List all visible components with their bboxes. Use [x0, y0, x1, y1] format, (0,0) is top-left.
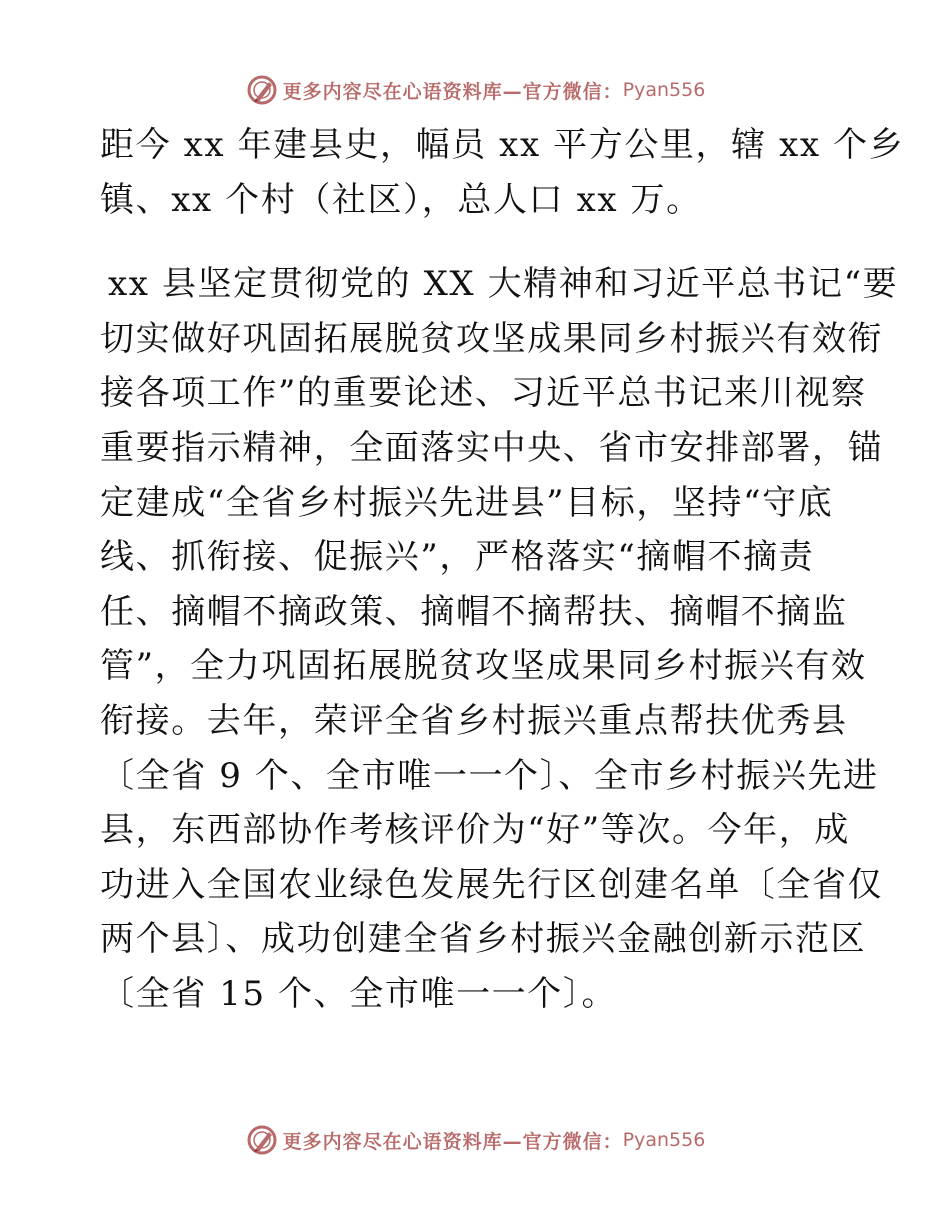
pen-circle-logo-icon	[245, 1123, 279, 1157]
text-line: 两个县〕、成功创建全省乡村振兴金融创新示范区	[100, 919, 867, 960]
pen-circle-logo-icon	[245, 73, 279, 107]
watermark-header	[0, 70, 950, 110]
text-line: 功进入全国农业绿色发展先行区创建名单〔全省仅	[100, 864, 884, 905]
text-line: 重要指示精神，全面落实中央、省市安排部署，锚	[100, 427, 884, 468]
text-line: xx 县坚定贯彻党的 XX 大精神和习近平总书记“要	[108, 264, 899, 305]
text-line: 切实做好巩固拓展脱贫攻坚成果同乡村振兴有效衔	[100, 318, 884, 359]
watermark-footer	[0, 1120, 950, 1160]
text-line: 县，东西部协作考核评价为“好”等次。今年，成	[100, 810, 850, 851]
text-line: 接各项工作”的重要论述、习近平总书记来川视察	[100, 373, 867, 414]
text-line: 〔全省 9 个、全市唯一一个〕、全市乡村振兴先进	[100, 755, 879, 796]
text-line: 镇、xx 个村（社区），总人口 xx 万。	[100, 179, 702, 220]
text-line: 衔接。去年，荣评全省乡村振兴重点帮扶优秀县	[100, 700, 848, 741]
watermark-text: 更多内容尽在心语资料库—官方微信：	[282, 1130, 623, 1153]
watermark-account: Pyan556	[622, 79, 706, 101]
watermark-text: 更多内容尽在心语资料库—官方微信：	[282, 80, 623, 103]
text-line: 〔全省 15 个、全市唯一一个〕。	[100, 973, 618, 1014]
paragraph-county-overview	[100, 118, 905, 227]
text-line: 距今 xx 年建县史，幅员 xx 平方公里，辖 xx 个乡	[100, 125, 905, 165]
watermark-account: Pyan556	[622, 1129, 706, 1151]
text-line: 线、抓衔接、促振兴”，严格落实“摘帽不摘责	[100, 537, 815, 578]
paragraph-rural-revitalization	[100, 257, 899, 1021]
text-line: 任、摘帽不摘政策、摘帽不摘帮扶、摘帽不摘监	[100, 591, 848, 632]
text-line: 定建成“全省乡村振兴先进县”目标，坚持“守底	[100, 482, 834, 523]
text-line: 管”，全力巩固拓展脱贫攻坚成果同乡村振兴有效	[100, 646, 867, 687]
document-body	[100, 118, 905, 1022]
